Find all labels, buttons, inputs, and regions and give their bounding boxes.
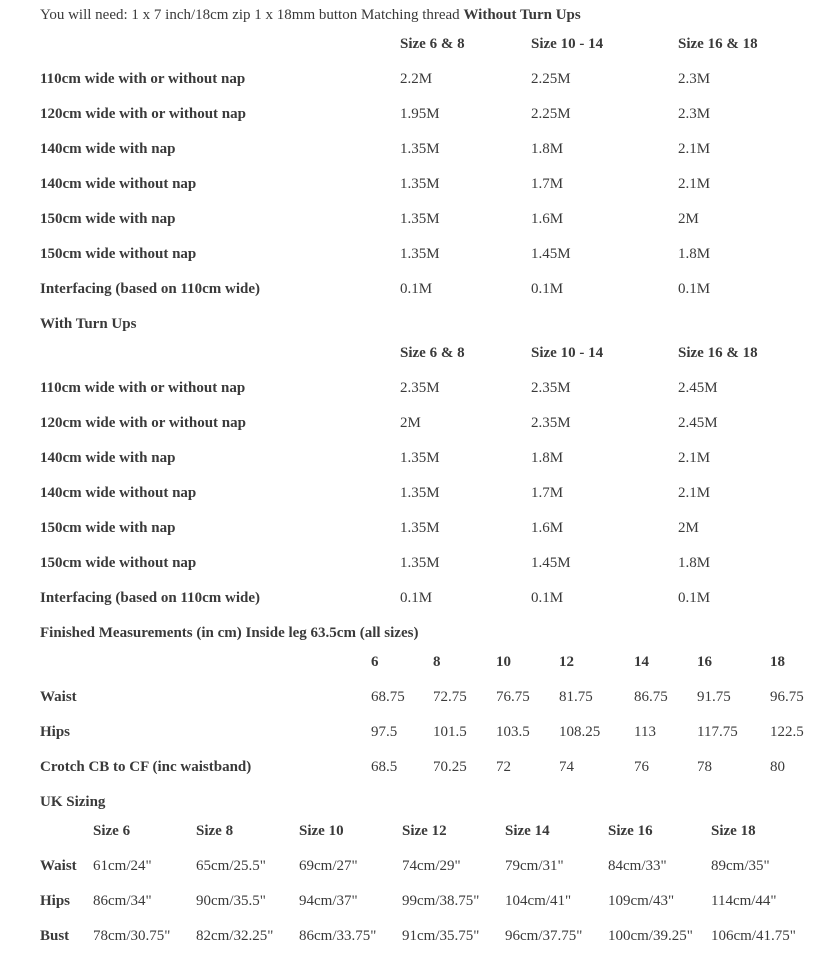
cell-value: 65cm/25.5" — [196, 858, 266, 874]
table-header-row — [40, 343, 815, 363]
column-header: Size 6 & 8 — [400, 36, 465, 52]
column-header: Size 8 — [196, 823, 234, 839]
column-header: Size 10 - 14 — [531, 36, 604, 52]
cell-value: 1.45M — [531, 555, 571, 571]
row-label: 120cm wide with or without nap — [40, 415, 246, 431]
cell-value: 91cm/35.75" — [402, 928, 480, 944]
row-label: Waist — [40, 858, 77, 874]
table-header-row — [40, 821, 815, 841]
table-row — [40, 757, 815, 777]
cell-value: 1.35M — [400, 176, 440, 192]
table-row — [40, 856, 815, 876]
cell-value: 68.5 — [371, 759, 398, 775]
cell-value: 70.25 — [433, 759, 467, 775]
column-header: Size 18 — [711, 823, 756, 839]
table-row — [40, 588, 815, 608]
row-label: Interfacing (based on 110cm wide) — [40, 281, 260, 297]
cell-value: 101.5 — [433, 724, 467, 740]
table-row — [40, 69, 815, 89]
row-label: Hips — [40, 724, 71, 740]
table-row — [40, 139, 815, 159]
column-header: 6 — [371, 654, 379, 670]
table-header-row — [40, 34, 815, 54]
table-finished-measurements — [40, 652, 815, 777]
cell-value: 72 — [496, 759, 511, 775]
cell-value: 2.2M — [400, 71, 433, 87]
row-label: 150cm wide with nap — [40, 520, 176, 536]
cell-value: 1.6M — [531, 520, 564, 536]
cell-value: 0.1M — [400, 590, 433, 606]
cell-value: 2.1M — [678, 176, 711, 192]
table-row — [40, 687, 815, 707]
header-spacer — [40, 343, 400, 363]
cell-value: 2.45M — [678, 380, 718, 396]
row-label: 150cm wide without nap — [40, 246, 197, 262]
cell-value: 2.3M — [678, 106, 711, 122]
column-header: Size 14 — [505, 823, 550, 839]
row-label: 110cm wide with or without nap — [40, 71, 246, 87]
header-spacer — [40, 34, 400, 54]
row-label: 110cm wide with or without nap — [40, 380, 246, 396]
row-label: Interfacing (based on 110cm wide) — [40, 590, 260, 606]
row-label: 140cm wide with nap — [40, 450, 176, 466]
cell-value: 69cm/27" — [299, 858, 358, 874]
cell-value: 122.5 — [770, 724, 804, 740]
table-row — [40, 378, 815, 398]
cell-value: 2.1M — [678, 485, 711, 501]
cell-value: 76.75 — [496, 689, 530, 705]
cell-value: 72.75 — [433, 689, 467, 705]
row-label: 140cm wide with nap — [40, 141, 176, 157]
cell-value: 109cm/43" — [608, 893, 675, 909]
cell-value: 86cm/33.75" — [299, 928, 377, 944]
column-header: Size 16 — [608, 823, 653, 839]
cell-value: 2.25M — [531, 106, 571, 122]
cell-value: 1.45M — [531, 246, 571, 262]
cell-value: 0.1M — [678, 590, 711, 606]
cell-value: 79cm/31" — [505, 858, 564, 874]
row-label: Crotch CB to CF (inc waistband) — [40, 759, 252, 775]
table-row — [40, 926, 815, 946]
cell-value: 82cm/32.25" — [196, 928, 274, 944]
cell-value: 103.5 — [496, 724, 530, 740]
cell-value: 2.3M — [678, 71, 711, 87]
cell-value: 1.95M — [400, 106, 440, 122]
column-header: 18 — [770, 654, 785, 670]
cell-value: 81.75 — [559, 689, 593, 705]
cell-value: 2.45M — [678, 415, 718, 431]
column-header: 14 — [634, 654, 649, 670]
cell-value: 2M — [678, 211, 699, 227]
column-header: 16 — [697, 654, 712, 670]
column-header: Size 6 — [93, 823, 131, 839]
cell-value: 78cm/30.75" — [93, 928, 171, 944]
table-row — [40, 483, 815, 503]
table-row — [40, 891, 815, 911]
cell-value: 99cm/38.75" — [402, 893, 480, 909]
cell-value: 1.8M — [678, 555, 711, 571]
cell-value: 0.1M — [400, 281, 433, 297]
cell-value: 2.35M — [531, 380, 571, 396]
cell-value: 2.35M — [531, 415, 571, 431]
cell-value: 2M — [678, 520, 699, 536]
table-row — [40, 209, 815, 229]
cell-value: 117.75 — [697, 724, 738, 740]
row-label: 150cm wide without nap — [40, 555, 197, 571]
cell-value: 1.7M — [531, 176, 564, 192]
column-header: 10 — [496, 654, 511, 670]
cell-value: 0.1M — [531, 590, 564, 606]
cell-value: 96.75 — [770, 689, 804, 705]
column-header: Size 16 & 18 — [678, 36, 758, 52]
row-label: 120cm wide with or without nap — [40, 106, 246, 122]
cell-value: 108.25 — [559, 724, 601, 740]
cell-value: 1.35M — [400, 450, 440, 466]
table-row — [40, 244, 815, 264]
cell-value: 2.1M — [678, 141, 711, 157]
cell-value: 100cm/39.25" — [608, 928, 693, 944]
cell-value: 1.8M — [531, 141, 564, 157]
table-row — [40, 279, 815, 299]
cell-value: 68.75 — [371, 689, 405, 705]
cell-value: 84cm/33" — [608, 858, 667, 874]
column-header: Size 12 — [402, 823, 447, 839]
cell-value: 90cm/35.5" — [196, 893, 266, 909]
cell-value: 61cm/24" — [93, 858, 152, 874]
cell-value: 1.35M — [400, 485, 440, 501]
cell-value: 80 — [770, 759, 785, 775]
cell-value: 106cm/41.75" — [711, 928, 796, 944]
cell-value: 1.35M — [400, 555, 440, 571]
row-label: 150cm wide with nap — [40, 211, 176, 227]
cell-value: 2.1M — [678, 450, 711, 466]
cell-value: 74 — [559, 759, 574, 775]
cell-value: 0.1M — [531, 281, 564, 297]
row-label: Waist — [40, 689, 77, 705]
column-header: 12 — [559, 654, 574, 670]
section-title-without-turn-ups: Without Turn Ups — [463, 7, 581, 23]
table-uk-sizing — [40, 821, 815, 946]
cell-value: 78 — [697, 759, 712, 775]
table-without-turn-ups — [40, 34, 815, 299]
header-spacer — [40, 652, 371, 672]
table-row — [40, 518, 815, 538]
cell-value: 76 — [634, 759, 649, 775]
column-header: Size 10 — [299, 823, 344, 839]
section-title-uk-sizing: UK Sizing — [40, 794, 106, 810]
cell-value: 91.75 — [697, 689, 731, 705]
row-label: Hips — [40, 893, 71, 909]
cell-value: 97.5 — [371, 724, 398, 740]
cell-value: 1.35M — [400, 520, 440, 536]
column-header: Size 10 - 14 — [531, 345, 604, 361]
table-with-turn-ups — [40, 343, 815, 608]
cell-value: 1.35M — [400, 246, 440, 262]
cell-value: 1.6M — [531, 211, 564, 227]
cell-value: 114cm/44" — [711, 893, 777, 909]
cell-value: 2.35M — [400, 380, 440, 396]
cell-value: 2M — [400, 415, 421, 431]
header-spacer — [40, 821, 93, 841]
cell-value: 1.35M — [400, 141, 440, 157]
cell-value: 1.35M — [400, 211, 440, 227]
row-label: Bust — [40, 928, 70, 944]
intro-line — [40, 5, 815, 25]
cell-value: 89cm/35" — [711, 858, 770, 874]
intro-text: You will need: 1 x 7 inch/18cm zip 1 x 18mm button Matching thread — [40, 7, 460, 23]
table-row — [40, 104, 815, 124]
table-row — [40, 413, 815, 433]
table-row — [40, 553, 815, 573]
cell-value: 86cm/34" — [93, 893, 152, 909]
cell-value: 104cm/41" — [505, 893, 572, 909]
section-title-finished-measurements: Finished Measurements (in cm) Inside leg 63.5cm (all sizes) — [40, 625, 419, 641]
column-header: Size 16 & 18 — [678, 345, 758, 361]
cell-value: 1.7M — [531, 485, 564, 501]
cell-value: 96cm/37.75" — [505, 928, 583, 944]
section-title-with-turn-ups: With Turn Ups — [40, 316, 137, 332]
row-label: 140cm wide without nap — [40, 176, 197, 192]
column-header: Size 6 & 8 — [400, 345, 465, 361]
table-row — [40, 174, 815, 194]
cell-value: 74cm/29" — [402, 858, 461, 874]
cell-value: 113 — [634, 724, 656, 740]
table-row — [40, 722, 815, 742]
row-label: 140cm wide without nap — [40, 485, 197, 501]
table-header-row — [40, 652, 815, 672]
cell-value: 1.8M — [678, 246, 711, 262]
table-row — [40, 448, 815, 468]
cell-value: 94cm/37" — [299, 893, 358, 909]
cell-value: 0.1M — [678, 281, 711, 297]
cell-value: 1.8M — [531, 450, 564, 466]
column-header: 8 — [433, 654, 441, 670]
cell-value: 86.75 — [634, 689, 668, 705]
cell-value: 2.25M — [531, 71, 571, 87]
